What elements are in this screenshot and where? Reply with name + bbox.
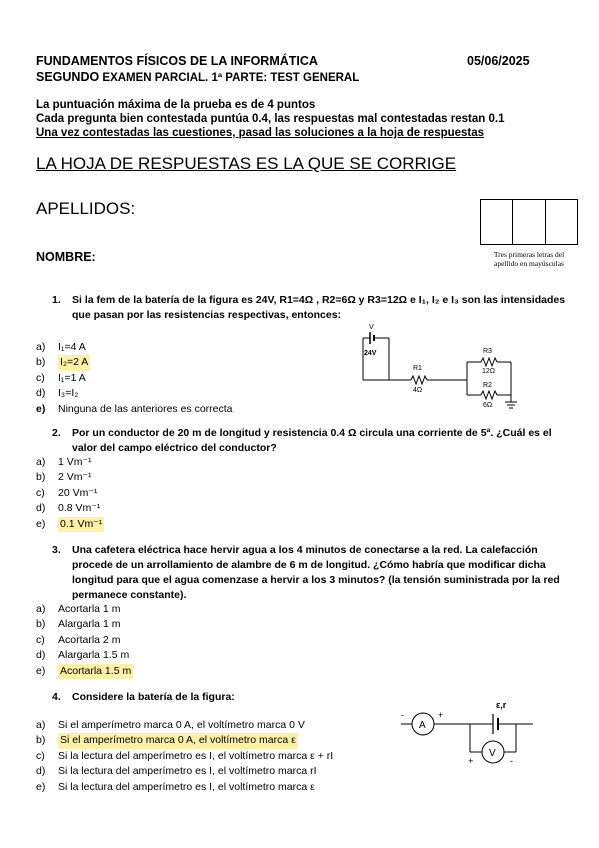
nombre-label: NOMBRE: [36,250,96,264]
q2-options [36,455,104,532]
initials-note [472,250,586,268]
q4-voltmeter-plus: + [468,756,474,766]
q2-highlight: 0.1 Vm⁻¹ [58,517,104,532]
initials-note-line2: apellido en mayúsculas [494,259,564,268]
q4-option-c[interactable]: c) Si la lectura del amperímetro es I, el voltímetro marca ε + rI [36,749,334,762]
q4-option-e[interactable]: e) Si la lectura del amperímetro es I, el voltímetro marca ε [36,780,315,793]
q4-voltmeter-icon: V [489,748,496,759]
instruction-answer-sheet: Una vez contestadas las cuestiones, pasad las soluciones a la hoja de respuestas [36,127,485,139]
q3-text: Una cafetera eléctrica hace hervir agua a los 4 minutos de conectarse a la red. La calefacción procede de un arrollamiento de alambre de 6 m de longitud. ¿Cómo habría que modificar dicha longitud para que el agua comenzase a hervir a los 3 minutos? (la tensión suministrada por la red permanece constante). [72,544,560,601]
q4-option-d[interactable]: d) Si la lectura del amperímetro es I, el voltímetro marca rI [36,765,317,778]
q4-ammeter-icon: A [419,720,426,731]
q3-option-b[interactable]: b) Alargarla 1 m [36,618,121,631]
exam-subtitle [36,70,359,85]
q2-option-b[interactable]: b) 2 Vm⁻¹ [36,471,92,484]
q1-option-b[interactable]: b) I₂=2 A [36,355,233,370]
q3-number: 3. [52,544,61,556]
q4-ammeter-minus: - [401,710,404,720]
q3-option-a[interactable]: a) Acortarla 1 m [36,603,121,615]
exam-date: 05/06/2025 [467,54,530,68]
q1-text: Si la fem de la batería de la figura es 24V, R1=4Ω , R2=6Ω y R3=12Ω e I₁, I₂ e I₃ son las intensidades que pasan por las resistencias respectivas, entonces: [72,294,566,321]
initials-boxes [480,199,578,245]
q3-option-d[interactable]: d) Alargarla 1.5 m [36,649,130,662]
q4-emf-label: ε,r [496,700,507,710]
q1-option-c[interactable]: c) I₁=1 A [36,371,86,384]
q2-option-e[interactable]: e) 0.1 Vm⁻¹ [36,517,104,532]
initials-note-line1: Tres primeras letras del [493,250,565,259]
initial-box-3[interactable] [546,200,577,244]
q2-option-a[interactable]: a) 1 Vm⁻¹ [36,456,92,468]
q2-option-c[interactable]: c) 20 Vm⁻¹ [36,486,98,499]
q1-r3-value: 12Ω [482,368,496,375]
instruction-scoring: Cada pregunta bien contestada puntúa 0.4, las respuestas mal contestadas restan 0.1 [36,113,505,125]
q1-option-e[interactable]: e) Ninguna de las anteriores es correcta [36,402,233,415]
q2-text: Por un conductor de 20 m de longitud y resistencia 0.4 Ω circula una corriente de 5ª. ¿Cuál es el valor del campo eléctrico del conductor? [72,427,552,454]
q4-circuit-figure [398,696,543,772]
q1-circuit-figure [355,320,530,410]
initial-box-2[interactable] [513,200,545,244]
answer-sheet-notice: LA HOJA DE RESPUESTAS ES LA QUE SE CORRIGE [36,154,457,173]
q4-text: Considere la batería de la figura: [72,691,235,703]
instruction-max-score: La puntuación máxima de la prueba es de 4 puntos [36,99,316,111]
apellidos-label: APELLIDOS: [36,199,136,218]
q4-highlight: Si el amperímetro marca 0 A, el voltímetro marca ε [58,733,298,748]
q4-voltmeter-minus: - [510,756,513,766]
exam-subtitle-bold: SEGUNDO [36,70,100,84]
q1-emf-label: 24V [364,350,377,357]
q1-number: 1. [52,294,61,306]
q4-options [36,718,333,795]
q3-option-e[interactable]: e) Acortarla 1.5 m [36,664,133,679]
q2-option-d[interactable]: d) 0.8 Vm⁻¹ [36,502,101,515]
q1-battery-label: V [369,324,374,331]
q1-r2-value: 6Ω [483,402,493,409]
exam-title: FUNDAMENTOS FÍSICOS DE LA INFORMÁTICA [36,54,318,68]
q2-number: 2. [52,427,61,439]
q1-r1-name: R1 [413,365,422,372]
q1-highlight: I₂=2 A [58,355,90,370]
q3-options [36,602,133,679]
q1-options [36,340,233,417]
q1-r1-value: 4Ω [413,387,423,394]
q1-option-d[interactable]: d) I₃=I₂ [36,387,79,400]
q4-option-a[interactable]: a) Si el amperímetro marca 0 A, el voltímetro marca 0 V [36,719,305,731]
q4-ammeter-plus: + [438,710,444,720]
q1-r2-name: R2 [483,382,492,389]
initial-box-1[interactable] [481,200,513,244]
q1-option-a[interactable]: a) I₁=4 A [36,341,86,353]
q4-option-b[interactable]: b) Si el amperímetro marca 0 A, el voltímetro marca ε [36,733,333,748]
exam-subtitle-rest: EXAMEN PARCIAL. 1ª PARTE: TEST GENERAL [99,72,360,84]
q3-highlight: Acortarla 1.5 m [58,664,133,679]
q1-r3-name: R3 [483,348,492,355]
q4-number: 4. [52,691,61,703]
q3-option-c[interactable]: c) Acortarla 2 m [36,633,121,646]
